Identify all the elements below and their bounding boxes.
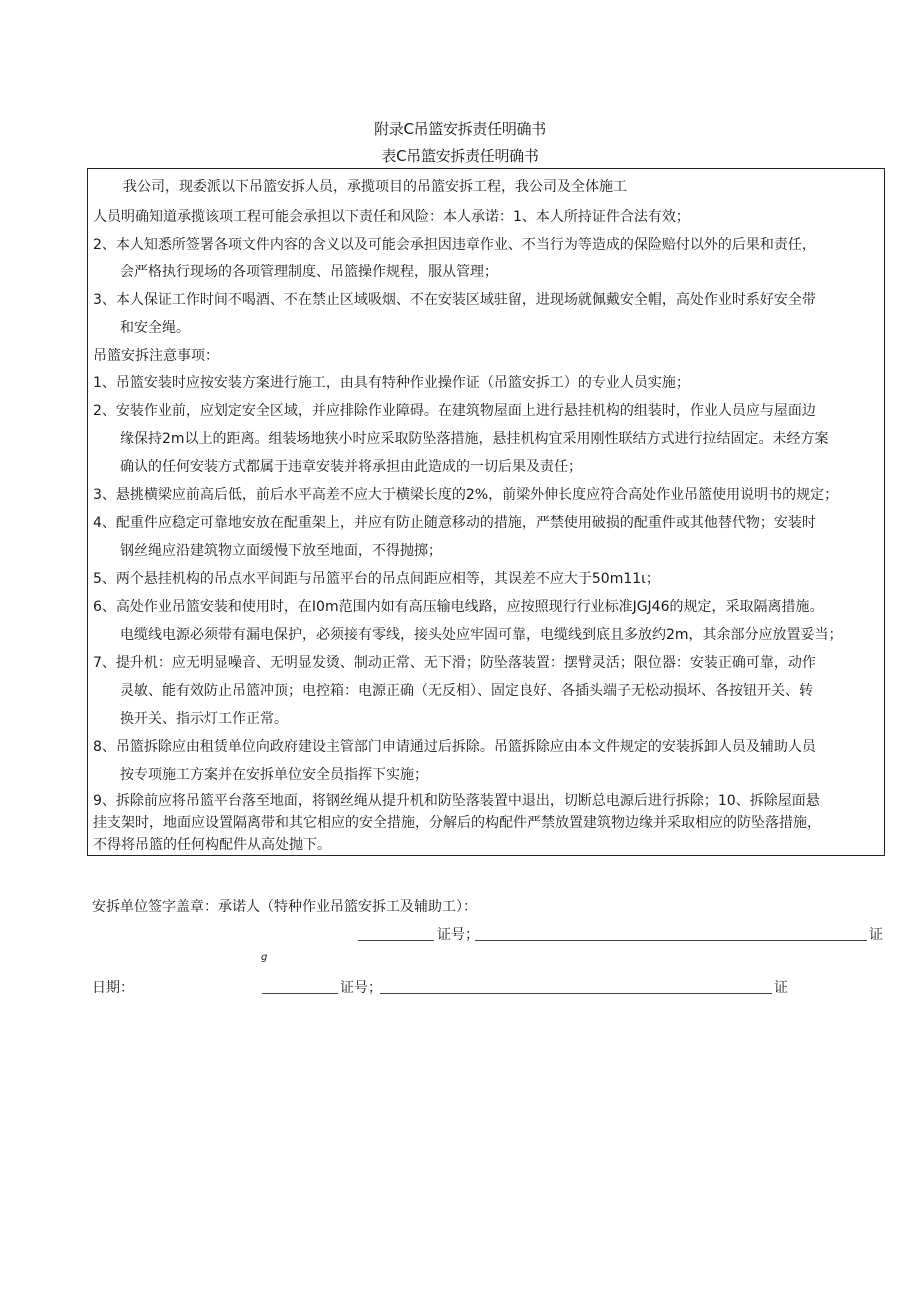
stray-mark: g bbox=[261, 952, 268, 963]
paragraph-line: 和安全绳。 bbox=[120, 320, 190, 336]
paragraph-line: 钢丝绳应沿建筑物立面缓慢下放至地面，不得抛掷； bbox=[120, 543, 442, 559]
paragraph-line: 电缆线电源必须带有漏电保护，必须接有零线，接头处应牢固可靠，电缆线到底且多放约2m，其余部分应放置妥当； bbox=[120, 627, 843, 643]
paragraph-line: 不得将吊篮的任何构配件从高处抛下。 bbox=[93, 837, 331, 853]
paragraph-line: 8、吊篮拆除应由租赁单位向政府建设主管部门申请通过后拆除。吊篮拆除应由本文件规定的安装拆卸人员及辅助人员 bbox=[93, 739, 816, 755]
paragraph-line: 1、吊篮安装时应按安装方案进行施工，由具有特种作业操作证（吊篮安拆工）的专业人员实施； bbox=[93, 375, 690, 391]
paragraph-line: 换开关、指示灯工作正常。 bbox=[120, 711, 288, 727]
responsibility-content-box bbox=[87, 168, 885, 856]
paragraph-line: 挂支架时，地面应设置隔离带和其它相应的安全措施，分解后的构配件严禁放置建筑物边缘并采取相应的防坠落措施， bbox=[93, 815, 821, 831]
paragraph-line: 4、配重件应稳定可靠地安放在配重架上，并应有防止随意移动的措施，严禁使用破损的配重件或其他替代物；安装时 bbox=[93, 515, 816, 531]
name-blank-1 bbox=[358, 940, 434, 941]
cert-number-blank-2 bbox=[380, 993, 772, 994]
paragraph-line: 灵敏、能有效防止吊篮冲顶；电控箱：电源正确（无反相）、固定良好、各插头端子无松动损坏、各按钮开关、转 bbox=[120, 683, 813, 699]
paragraph-line: 6、高处作业吊篮安装和使用时，在I0m范围内如有高压输电线路，应按照现行行业标准JGJ46的规定，采取隔离措施。 bbox=[93, 599, 824, 615]
date-label: 日期： bbox=[92, 980, 134, 996]
paragraph-line: 按专项施工方案并在安拆单位安全员指挥下实施； bbox=[120, 767, 428, 783]
cert-suffix: 证 bbox=[774, 980, 788, 996]
paragraph-line: 我公司，现委派以下吊篮安拆人员，承揽项目的吊篮安拆工程，我公司及全体施工 bbox=[123, 179, 627, 195]
paragraph-line: 2、本人知悉所签署各项文件内容的含义以及可能会承担因违章作业、不当行为等造成的保险赔付以外的后果和责任， bbox=[93, 237, 816, 253]
paragraph-line: 缘保持2m以上的距离。组装场地狭小时应采取防坠落措施，悬挂机构宜采用刚性联结方式进行拉结固定。未经方案 bbox=[120, 431, 829, 447]
cert-number-label: 证号； bbox=[437, 927, 479, 943]
table-title: 表C吊篮安拆责任明确书 bbox=[381, 147, 539, 165]
section-heading: 吊篮安拆注意事项： bbox=[93, 348, 219, 364]
paragraph-line: 3、本人保证工作时间不喝酒、不在禁止区域吸烟、不在安装区域驻留，进现场就佩戴安全帽，高处作业时系好安全带 bbox=[93, 292, 816, 308]
cert-number-blank-1 bbox=[475, 940, 867, 941]
signature-label: 安拆单位签字盖章：承诺人（特种作业吊篮安拆工及辅助工）： bbox=[92, 899, 477, 915]
paragraph-line: 3、悬挑横梁应前高后低，前后水平高差不应大于横梁长度的2%，前梁外伸长度应符合高处作业吊篮使用说明书的规定； bbox=[93, 487, 839, 503]
paragraph-line: 人员明确知道承揽该项工程可能会承担以下责任和风险：本人承诺：1、本人所持证件合法有效； bbox=[93, 209, 690, 225]
cert-number-label: 证号； bbox=[340, 980, 382, 996]
appendix-title: 附录C吊篮安拆责任明确书 bbox=[374, 120, 546, 138]
paragraph-line: 7、提升机：应无明显噪音、无明显发烫、制动正常、无下滑；防坠落装置：摆臂灵活；限位器：安装正确可靠，动作 bbox=[93, 655, 816, 671]
paragraph-line: 会严格执行现场的各项管理制度、吊篮操作规程，服从管理； bbox=[120, 264, 498, 280]
paragraph-line: 9、拆除前应将吊篮平台落至地面，将钢丝绳从提升机和防坠落装置中退出，切断总电源后进行拆除；10、拆除屋面悬 bbox=[93, 793, 820, 809]
paragraph-line: 5、两个悬挂机构的吊点水平间距与吊篮平台的吊点间距应相等，其误差不应大于50m11ι； bbox=[93, 571, 660, 587]
name-blank-2 bbox=[262, 993, 338, 994]
paragraph-line: 2、安装作业前，应划定安全区域，并应排除作业障碍。在建筑物屋面上进行悬挂机构的组装时，作业人员应与屋面边 bbox=[93, 403, 816, 419]
cert-suffix: 证 bbox=[869, 927, 883, 943]
paragraph-line: 确认的任何安装方式都属于违章安装并将承担由此造成的一切后果及责任； bbox=[120, 459, 582, 475]
